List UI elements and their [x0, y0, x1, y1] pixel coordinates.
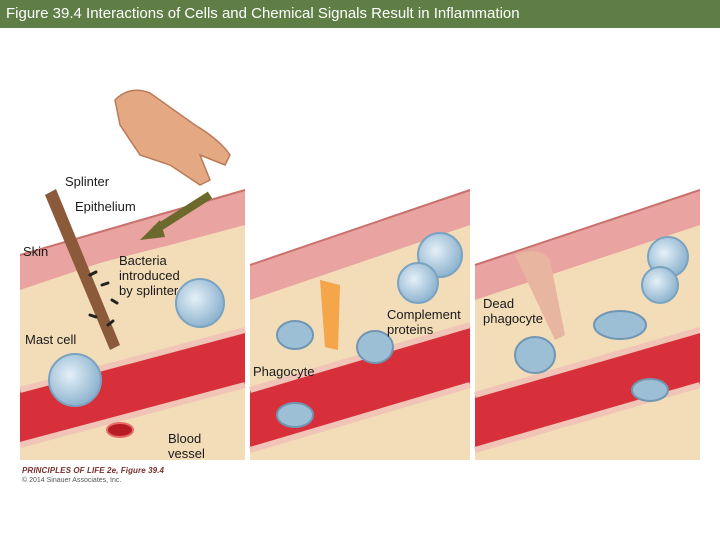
mast-cell-6: [642, 267, 678, 303]
label-bacteria-line1: Bacteria: [119, 253, 167, 268]
label-complement-line1: Complement: [387, 307, 461, 322]
label-epithelium: Epithelium: [75, 199, 136, 214]
dead-phagocyte-cell: [515, 337, 555, 373]
phagocyte-5: [632, 379, 668, 401]
phagocyte-1: [277, 321, 313, 349]
credit-line-2: © 2014 Sinauer Associates, Inc.: [22, 477, 122, 484]
label-dead-phagocyte-line2: phagocyte: [483, 311, 543, 326]
phagocyte-4: [594, 311, 646, 339]
mast-cell-2: [176, 279, 224, 327]
phagocyte-3: [277, 403, 313, 427]
mast-cell-4: [398, 263, 438, 303]
label-blood-vessel-line2: vessel: [168, 446, 205, 461]
label-mast-cell: Mast cell: [25, 332, 77, 347]
panel-2: [250, 190, 470, 460]
credit-line-1: PRINCIPLES OF LIFE 2e, Figure 39.4: [22, 466, 165, 475]
figure-title: Figure 39.4 Interactions of Cells and Chemical Signals Result in Inflammation: [6, 5, 520, 22]
label-dead-phagocyte-line1: Dead: [483, 296, 515, 311]
hand-shape: [115, 90, 230, 185]
title-bar: [0, 0, 720, 28]
figure-credit: [22, 466, 164, 484]
label-complement-line2: proteins: [387, 322, 434, 337]
label-bacteria-line3: by splinter: [119, 283, 179, 298]
inflammation-illustration: [20, 85, 700, 465]
label-blood-vessel-line1: Blood: [168, 431, 202, 446]
label-bacteria-line2: introduced: [119, 268, 180, 283]
label-phagocyte: Phagocyte: [253, 364, 315, 379]
mast-cell-1: [49, 354, 101, 406]
red-blood-cell: [107, 423, 133, 437]
label-splinter: Splinter: [65, 174, 110, 189]
label-skin: Skin: [23, 244, 49, 259]
